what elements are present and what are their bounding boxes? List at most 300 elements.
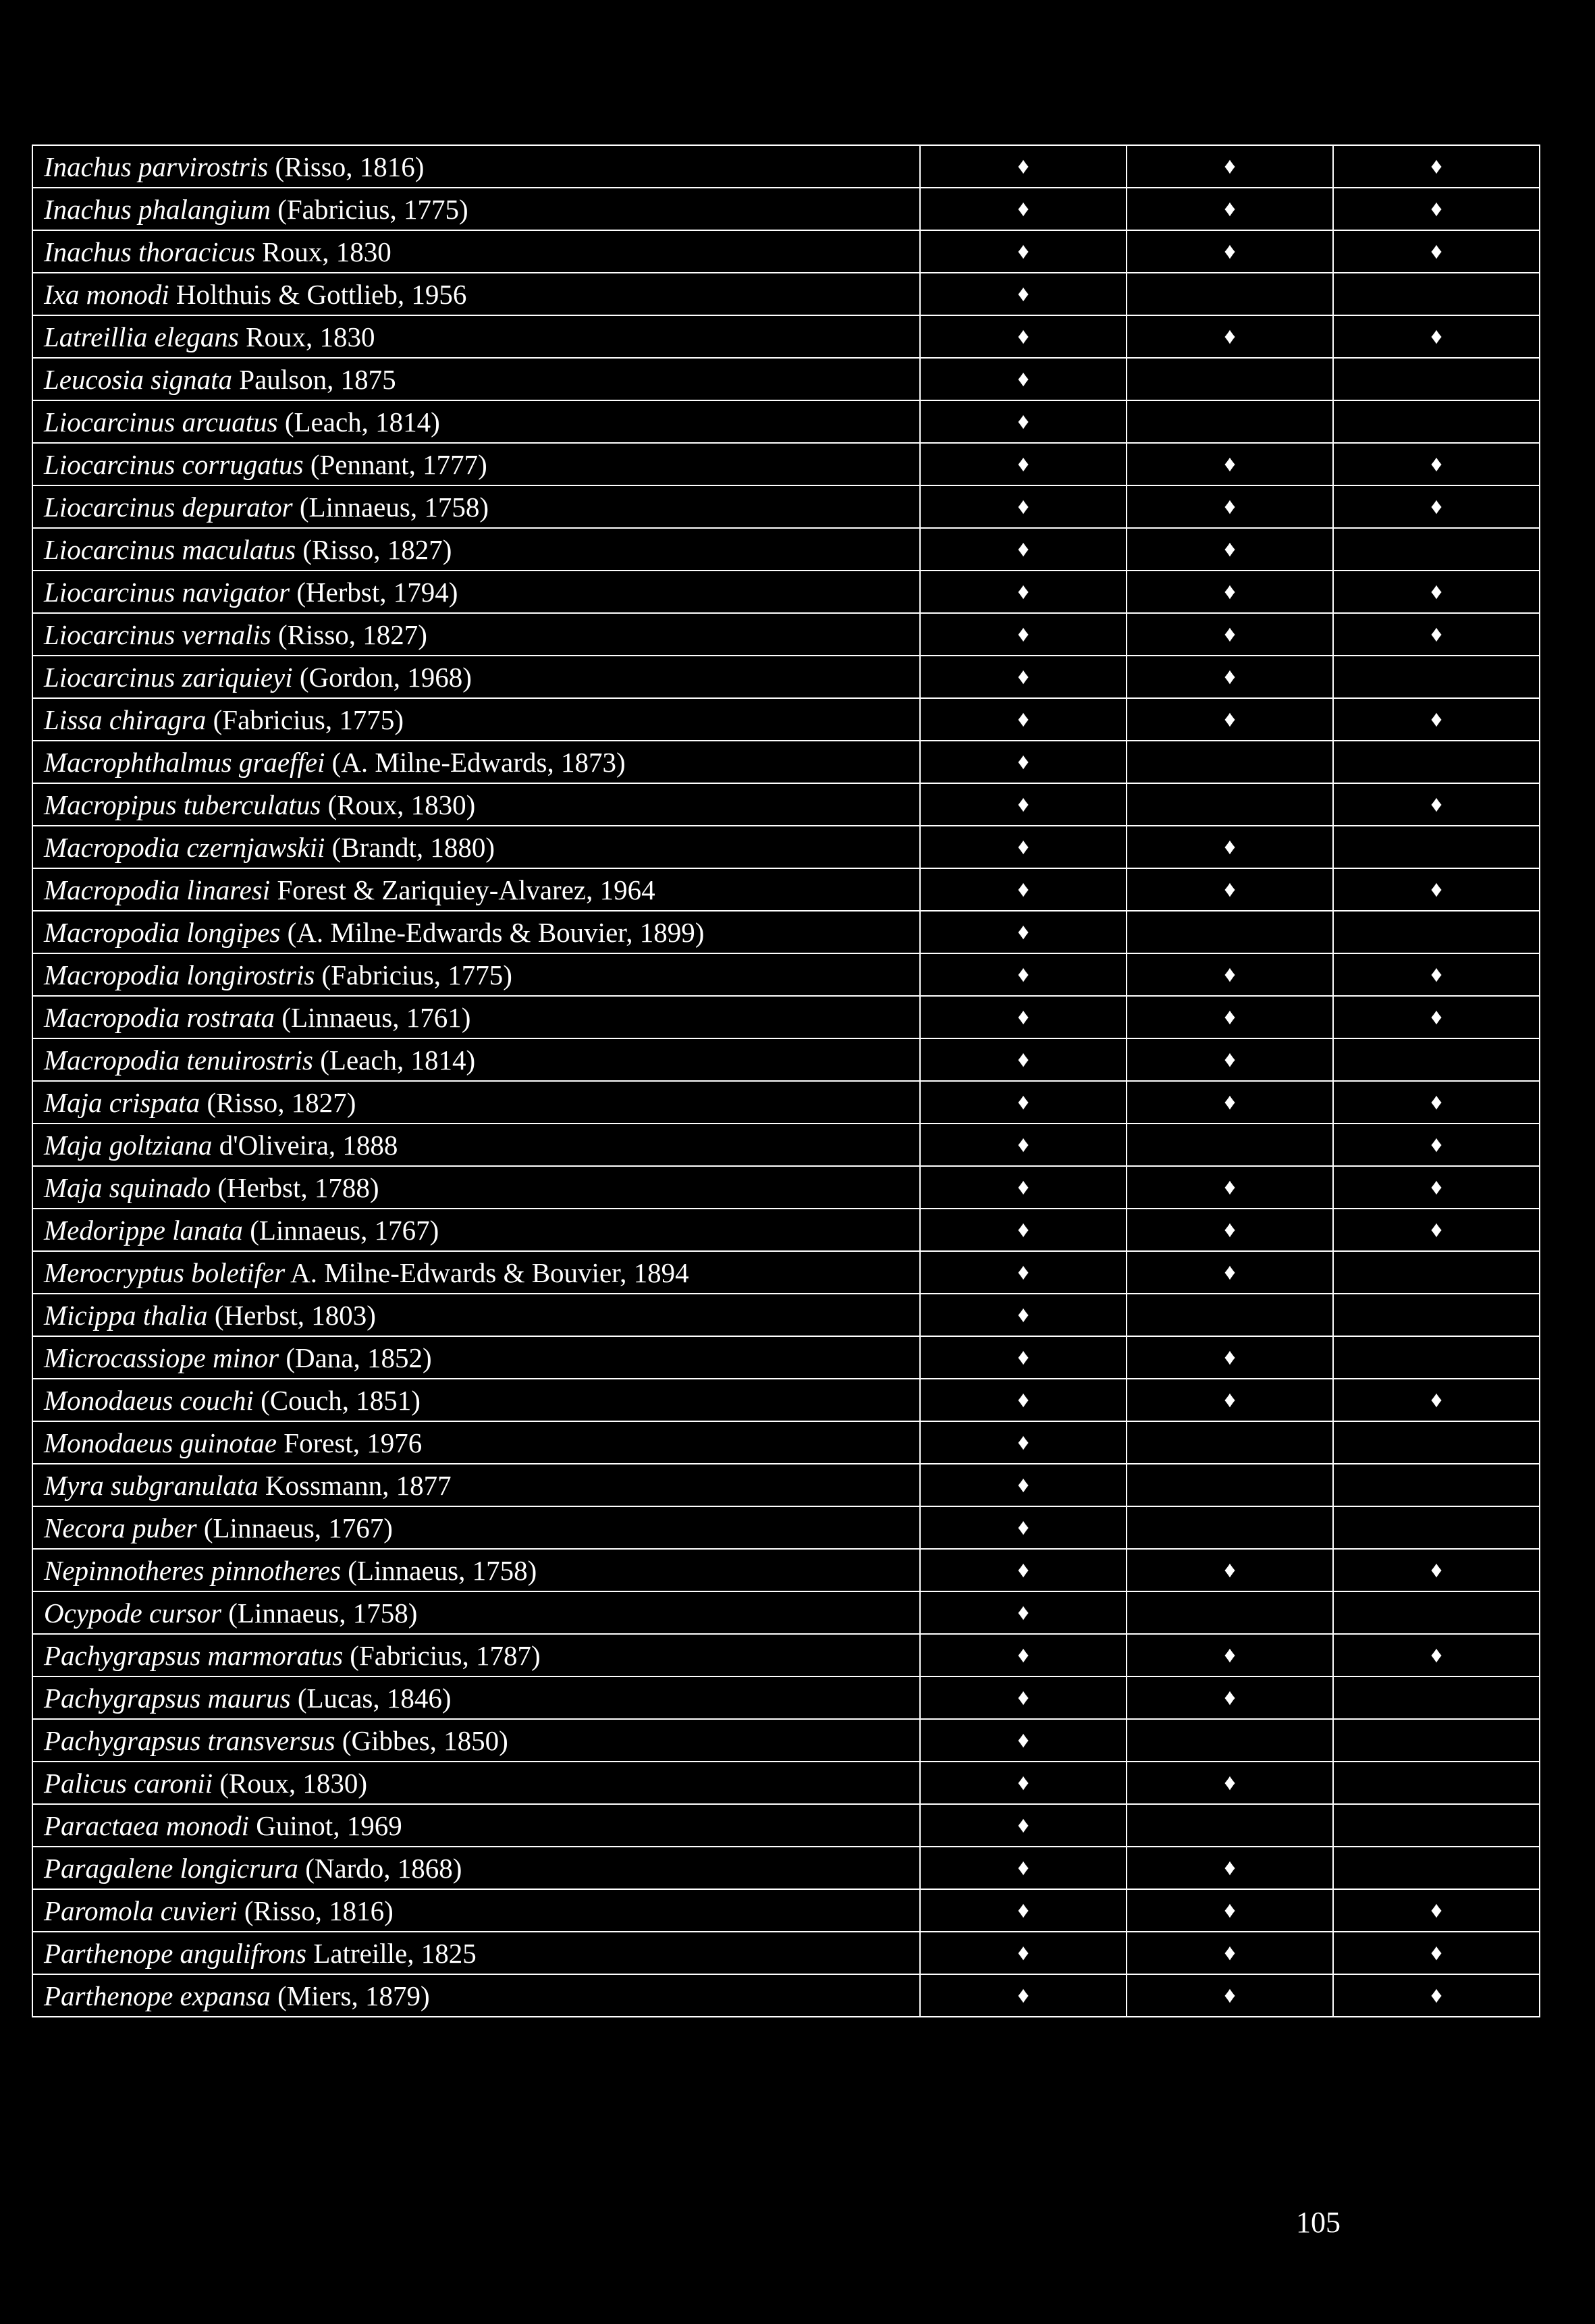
presence-cell-2 [1127, 1719, 1333, 1762]
presence-cell-1 [920, 1038, 1127, 1081]
table-row [32, 1889, 1540, 1932]
presence-cell-3 [1333, 1506, 1540, 1549]
presence-cell-2 [1127, 656, 1333, 698]
species-binomial: Parthenope angulifrons [44, 1937, 307, 1969]
diamond-icon: ♦ [1430, 323, 1442, 349]
presence-cell-3 [1333, 996, 1540, 1038]
diamond-icon: ♦ [1224, 238, 1236, 264]
diamond-icon: ♦ [1017, 919, 1029, 945]
species-binomial: Macropodia linaresi [44, 874, 271, 905]
table-row [32, 230, 1540, 273]
presence-cell-2 [1127, 698, 1333, 741]
presence-cell-1 [920, 230, 1127, 273]
diamond-icon: ♦ [1224, 1685, 1236, 1710]
species-binomial: Parthenope expansa [44, 1980, 271, 2011]
species-name-cell [32, 188, 920, 230]
presence-cell-3 [1333, 911, 1540, 953]
presence-cell-2 [1127, 1634, 1333, 1676]
presence-cell-3 [1333, 1762, 1540, 1804]
table-row [32, 1464, 1540, 1506]
presence-cell-3 [1333, 315, 1540, 358]
diamond-icon: ♦ [1224, 153, 1236, 179]
table-row [32, 1336, 1540, 1379]
species-binomial: Liocarcinus arcuatus [44, 406, 278, 438]
presence-cell-1 [920, 1549, 1127, 1591]
species-binomial: Maja crispata [44, 1086, 200, 1118]
species-binomial: Medorippe lanata [44, 1214, 243, 1246]
diamond-icon: ♦ [1430, 1132, 1442, 1157]
table-row [32, 145, 1540, 188]
species-name-cell [32, 1549, 920, 1591]
species-authority: (Herbst, 1788) [217, 1171, 379, 1203]
diamond-icon: ♦ [1430, 579, 1442, 604]
species-binomial: Pachygrapsus maurus [44, 1682, 291, 1714]
presence-cell-3 [1333, 1591, 1540, 1634]
presence-cell-1 [920, 741, 1127, 783]
presence-cell-3 [1333, 230, 1540, 273]
table-row [32, 613, 1540, 656]
presence-cell-3 [1333, 188, 1540, 230]
species-binomial: Macropodia longirostris [44, 959, 315, 991]
diamond-icon: ♦ [1430, 196, 1442, 221]
species-name-cell [32, 528, 920, 571]
presence-cell-3 [1333, 1889, 1540, 1932]
species-authority: (Linnaeus, 1767) [250, 1214, 439, 1246]
species-authority: (Fabricius, 1775) [277, 193, 468, 225]
diamond-icon: ♦ [1017, 1727, 1029, 1753]
diamond-icon: ♦ [1224, 1344, 1236, 1370]
table-row [32, 1549, 1540, 1591]
presence-cell-2 [1127, 911, 1333, 953]
species-authority: (Risso, 1827) [277, 618, 427, 650]
presence-cell-3 [1333, 1804, 1540, 1847]
presence-cell-1 [920, 1166, 1127, 1209]
species-name-cell [32, 698, 920, 741]
presence-cell-2 [1127, 1506, 1333, 1549]
species-binomial: Macrophthalmus graeffei [44, 746, 325, 778]
species-binomial: Pachygrapsus marmoratus [44, 1639, 344, 1671]
presence-cell-2 [1127, 273, 1333, 315]
diamond-icon: ♦ [1224, 536, 1236, 562]
diamond-icon: ♦ [1224, 621, 1236, 647]
species-authority: Kossmann, 1877 [265, 1469, 452, 1501]
presence-cell-1 [920, 1847, 1127, 1889]
presence-cell-1 [920, 1124, 1127, 1166]
table-row [32, 1038, 1540, 1081]
diamond-icon: ♦ [1224, 494, 1236, 519]
presence-cell-2 [1127, 868, 1333, 911]
species-binomial: Palicus caronii [44, 1767, 213, 1799]
species-authority: (A. Milne-Edwards & Bouvier, 1899) [287, 916, 705, 948]
presence-cell-3 [1333, 443, 1540, 485]
table-row [32, 273, 1540, 315]
diamond-icon: ♦ [1017, 323, 1029, 349]
presence-cell-1 [920, 1464, 1127, 1506]
presence-cell-2 [1127, 188, 1333, 230]
presence-cell-1 [920, 485, 1127, 528]
table-row [32, 571, 1540, 613]
table-row [32, 911, 1540, 953]
species-authority: Roux, 1830 [262, 236, 391, 267]
table-row [32, 1719, 1540, 1762]
diamond-icon: ♦ [1224, 1940, 1236, 1965]
diamond-icon: ♦ [1017, 1770, 1029, 1795]
presence-cell-3 [1333, 656, 1540, 698]
diamond-icon: ♦ [1430, 494, 1442, 519]
presence-cell-2 [1127, 528, 1333, 571]
species-binomial: Macropipus tuberculatus [44, 789, 321, 820]
presence-cell-1 [920, 1379, 1127, 1421]
species-name-cell [32, 1166, 920, 1209]
presence-cell-3 [1333, 1251, 1540, 1294]
table-row [32, 741, 1540, 783]
species-name-cell [32, 1379, 920, 1421]
presence-cell-3 [1333, 1124, 1540, 1166]
presence-cell-3 [1333, 826, 1540, 868]
diamond-icon: ♦ [1017, 238, 1029, 264]
presence-cell-2 [1127, 315, 1333, 358]
diamond-icon: ♦ [1430, 1089, 1442, 1115]
presence-cell-3 [1333, 1464, 1540, 1506]
species-binomial: Nepinnotheres pinnotheres [44, 1554, 341, 1586]
presence-cell-3 [1333, 571, 1540, 613]
species-binomial: Ocypode cursor [44, 1597, 222, 1629]
diamond-icon: ♦ [1224, 323, 1236, 349]
diamond-icon: ♦ [1224, 706, 1236, 732]
species-name-cell [32, 1038, 920, 1081]
presence-cell-2 [1127, 1038, 1333, 1081]
presence-cell-2 [1127, 1294, 1333, 1336]
diamond-icon: ♦ [1430, 621, 1442, 647]
presence-cell-1 [920, 1762, 1127, 1804]
species-name-cell [32, 911, 920, 953]
species-name-cell [32, 1336, 920, 1379]
diamond-icon: ♦ [1017, 706, 1029, 732]
presence-cell-3 [1333, 358, 1540, 400]
diamond-icon: ♦ [1017, 664, 1029, 689]
presence-cell-3 [1333, 1038, 1540, 1081]
presence-cell-2 [1127, 996, 1333, 1038]
presence-cell-1 [920, 1294, 1127, 1336]
page-number: 105 [1296, 2206, 1341, 2239]
table-row [32, 1081, 1540, 1124]
presence-cell-1 [920, 613, 1127, 656]
species-authority: A. Milne-Edwards & Bouvier, 1894 [290, 1257, 689, 1288]
diamond-icon: ♦ [1430, 876, 1442, 902]
species-name-cell [32, 1209, 920, 1251]
presence-cell-1 [920, 1081, 1127, 1124]
diamond-icon: ♦ [1017, 1557, 1029, 1583]
species-authority: (Pennant, 1777) [310, 448, 487, 480]
table-row [32, 783, 1540, 826]
presence-cell-2 [1127, 230, 1333, 273]
species-name-cell [32, 443, 920, 485]
species-name-cell [32, 1294, 920, 1336]
species-authority: (Herbst, 1803) [214, 1299, 376, 1331]
diamond-icon: ♦ [1017, 1302, 1029, 1327]
diamond-icon: ♦ [1224, 1174, 1236, 1200]
presence-cell-2 [1127, 1124, 1333, 1166]
species-name-cell [32, 783, 920, 826]
presence-cell-2 [1127, 1081, 1333, 1124]
species-name-cell [32, 1421, 920, 1464]
presence-cell-1 [920, 358, 1127, 400]
presence-cell-3 [1333, 1847, 1540, 1889]
diamond-icon: ♦ [1430, 1004, 1442, 1030]
table-row [32, 1762, 1540, 1804]
species-name-cell [32, 1081, 920, 1124]
presence-cell-2 [1127, 1804, 1333, 1847]
species-authority: Holthuis & Gottlieb, 1956 [175, 278, 467, 310]
species-authority: (Dana, 1852) [286, 1342, 432, 1373]
presence-cell-3 [1333, 1634, 1540, 1676]
diamond-icon: ♦ [1017, 408, 1029, 434]
diamond-icon: ♦ [1017, 961, 1029, 987]
species-authority: (Risso, 1816) [244, 1895, 394, 1926]
species-binomial: Liocarcinus corrugatus [44, 448, 304, 480]
diamond-icon: ♦ [1017, 834, 1029, 860]
presence-cell-2 [1127, 571, 1333, 613]
diamond-icon: ♦ [1430, 1940, 1442, 1965]
table-row [32, 1676, 1540, 1719]
species-authority: (Linnaeus, 1767) [203, 1512, 393, 1543]
table-row [32, 1634, 1540, 1676]
presence-cell-3 [1333, 868, 1540, 911]
diamond-icon: ♦ [1017, 196, 1029, 221]
presence-cell-1 [920, 656, 1127, 698]
species-authority: (Leach, 1814) [320, 1044, 476, 1076]
diamond-icon: ♦ [1017, 1600, 1029, 1625]
table-row [32, 1124, 1540, 1166]
presence-cell-3 [1333, 400, 1540, 443]
species-name-cell [32, 145, 920, 188]
presence-cell-1 [920, 953, 1127, 996]
presence-cell-2 [1127, 1974, 1333, 2017]
diamond-icon: ♦ [1017, 621, 1029, 647]
species-authority: (Roux, 1830) [327, 789, 476, 820]
presence-cell-3 [1333, 1932, 1540, 1974]
presence-cell-2 [1127, 741, 1333, 783]
species-name-cell [32, 1847, 920, 1889]
diamond-icon: ♦ [1017, 1940, 1029, 1965]
diamond-icon: ♦ [1224, 1642, 1236, 1668]
diamond-icon: ♦ [1224, 1770, 1236, 1795]
species-binomial: Inachus phalangium [44, 193, 271, 225]
diamond-icon: ♦ [1224, 834, 1236, 860]
species-name-cell [32, 273, 920, 315]
presence-cell-2 [1127, 1464, 1333, 1506]
presence-cell-1 [920, 1591, 1127, 1634]
species-name-cell [32, 315, 920, 358]
diamond-icon: ♦ [1224, 579, 1236, 604]
diamond-icon: ♦ [1430, 1642, 1442, 1668]
diamond-icon: ♦ [1224, 1855, 1236, 1880]
table-row [32, 953, 1540, 996]
diamond-icon: ♦ [1017, 1685, 1029, 1710]
presence-cell-1 [920, 1932, 1127, 1974]
diamond-icon: ♦ [1430, 1174, 1442, 1200]
species-name-cell [32, 1974, 920, 2017]
species-name-cell [32, 485, 920, 528]
species-binomial: Lissa chiragra [44, 704, 207, 735]
species-authority: (Nardo, 1868) [305, 1852, 462, 1884]
diamond-icon: ♦ [1017, 451, 1029, 477]
presence-cell-2 [1127, 1591, 1333, 1634]
species-binomial: Inachus parvirostris [44, 151, 269, 182]
diamond-icon: ♦ [1224, 1004, 1236, 1030]
presence-cell-1 [920, 1506, 1127, 1549]
presence-cell-3 [1333, 145, 1540, 188]
diamond-icon: ♦ [1430, 451, 1442, 477]
species-name-cell [32, 1889, 920, 1932]
diamond-icon: ♦ [1017, 1855, 1029, 1880]
species-binomial: Liocarcinus navigator [44, 576, 290, 608]
presence-cell-1 [920, 443, 1127, 485]
diamond-icon: ♦ [1430, 153, 1442, 179]
species-binomial: Macropodia longipes [44, 916, 281, 948]
table-row [32, 188, 1540, 230]
presence-cell-1 [920, 400, 1127, 443]
table-row [32, 1251, 1540, 1294]
species-name-cell [32, 1676, 920, 1719]
species-binomial: Latreillia elegans [44, 321, 239, 352]
presence-cell-2 [1127, 1932, 1333, 1974]
species-name-cell [32, 656, 920, 698]
presence-cell-2 [1127, 358, 1333, 400]
table-row [32, 1974, 1540, 2017]
diamond-icon: ♦ [1017, 366, 1029, 392]
diamond-icon: ♦ [1017, 1387, 1029, 1412]
presence-cell-2 [1127, 145, 1333, 188]
species-authority: (Linnaeus, 1758) [228, 1597, 418, 1629]
species-name-cell [32, 1124, 920, 1166]
presence-cell-3 [1333, 1549, 1540, 1591]
species-name-cell [32, 1804, 920, 1847]
presence-cell-2 [1127, 953, 1333, 996]
species-binomial: Leucosia signata [44, 363, 233, 395]
presence-cell-2 [1127, 826, 1333, 868]
diamond-icon: ♦ [1224, 1387, 1236, 1412]
presence-cell-1 [920, 1889, 1127, 1932]
presence-cell-1 [920, 1209, 1127, 1251]
table-row [32, 443, 1540, 485]
diamond-icon: ♦ [1017, 1089, 1029, 1115]
species-binomial: Macropodia tenuirostris [44, 1044, 313, 1076]
table-row [32, 698, 1540, 741]
species-binomial: Liocarcinus depurator [44, 491, 293, 523]
diamond-icon: ♦ [1224, 1897, 1236, 1923]
diamond-icon: ♦ [1430, 706, 1442, 732]
species-authority: (Gibbes, 1850) [342, 1724, 508, 1756]
diamond-icon: ♦ [1430, 961, 1442, 987]
presence-cell-3 [1333, 1676, 1540, 1719]
species-authority: (A. Milne-Edwards, 1873) [331, 746, 626, 778]
presence-cell-2 [1127, 1762, 1333, 1804]
species-authority: (Miers, 1879) [277, 1980, 430, 2011]
diamond-icon: ♦ [1017, 281, 1029, 307]
species-authority: (Fabricius, 1775) [213, 704, 404, 735]
table-row [32, 826, 1540, 868]
presence-cell-2 [1127, 1676, 1333, 1719]
species-authority: (Brandt, 1880) [331, 831, 495, 863]
presence-cell-1 [920, 1634, 1127, 1676]
table-row [32, 315, 1540, 358]
presence-cell-3 [1333, 1081, 1540, 1124]
species-name-cell [32, 1932, 920, 1974]
presence-cell-2 [1127, 400, 1333, 443]
presence-cell-3 [1333, 1379, 1540, 1421]
species-name-cell [32, 1719, 920, 1762]
presence-cell-3 [1333, 1336, 1540, 1379]
species-binomial: Macropodia czernjawskii [44, 831, 325, 863]
species-authority: Forest & Zariquiey-Alvarez, 1964 [277, 874, 655, 905]
species-binomial: Pachygrapsus transversus [44, 1724, 335, 1756]
presence-cell-2 [1127, 1421, 1333, 1464]
presence-cell-1 [920, 1974, 1127, 2017]
presence-cell-1 [920, 826, 1127, 868]
diamond-icon: ♦ [1430, 1387, 1442, 1412]
diamond-icon: ♦ [1017, 1812, 1029, 1838]
species-authority: Roux, 1830 [246, 321, 375, 352]
species-binomial: Liocarcinus vernalis [44, 618, 271, 650]
presence-cell-2 [1127, 1847, 1333, 1889]
presence-cell-1 [920, 273, 1127, 315]
presence-cell-2 [1127, 783, 1333, 826]
presence-cell-2 [1127, 1379, 1333, 1421]
species-authority: (Linnaeus, 1758) [299, 491, 489, 523]
diamond-icon: ♦ [1017, 579, 1029, 604]
diamond-icon: ♦ [1224, 961, 1236, 987]
presence-cell-1 [920, 1676, 1127, 1719]
species-binomial: Monodaeus guinotae [44, 1427, 277, 1458]
diamond-icon: ♦ [1017, 1217, 1029, 1242]
presence-cell-3 [1333, 1209, 1540, 1251]
species-name-cell [32, 741, 920, 783]
species-authority: (Leach, 1814) [284, 406, 440, 438]
species-binomial: Maja squinado [44, 1171, 211, 1203]
table-row [32, 485, 1540, 528]
table-row [32, 358, 1540, 400]
species-binomial: Myra subgranulata [44, 1469, 259, 1501]
diamond-icon: ♦ [1224, 664, 1236, 689]
species-binomial: Paragalene longicrura [44, 1852, 298, 1884]
table-row [32, 868, 1540, 911]
presence-cell-3 [1333, 485, 1540, 528]
presence-cell-1 [920, 571, 1127, 613]
species-authority: Guinot, 1969 [256, 1810, 402, 1841]
presence-cell-1 [920, 698, 1127, 741]
species-name-cell [32, 358, 920, 400]
table-row [32, 1847, 1540, 1889]
presence-cell-1 [920, 1336, 1127, 1379]
species-binomial: Merocryptus boletifer [44, 1257, 286, 1288]
diamond-icon: ♦ [1430, 1557, 1442, 1583]
species-name-cell [32, 571, 920, 613]
presence-cell-1 [920, 911, 1127, 953]
species-authority: (Gordon, 1968) [299, 661, 472, 693]
diamond-icon: ♦ [1017, 1897, 1029, 1923]
presence-cell-2 [1127, 1251, 1333, 1294]
presence-cell-2 [1127, 443, 1333, 485]
presence-cell-2 [1127, 485, 1333, 528]
presence-cell-3 [1333, 1166, 1540, 1209]
diamond-icon: ♦ [1430, 791, 1442, 817]
species-table [32, 144, 1540, 2017]
table-row [32, 400, 1540, 443]
presence-cell-2 [1127, 1889, 1333, 1932]
species-name-cell [32, 1464, 920, 1506]
diamond-icon: ♦ [1017, 1429, 1029, 1455]
